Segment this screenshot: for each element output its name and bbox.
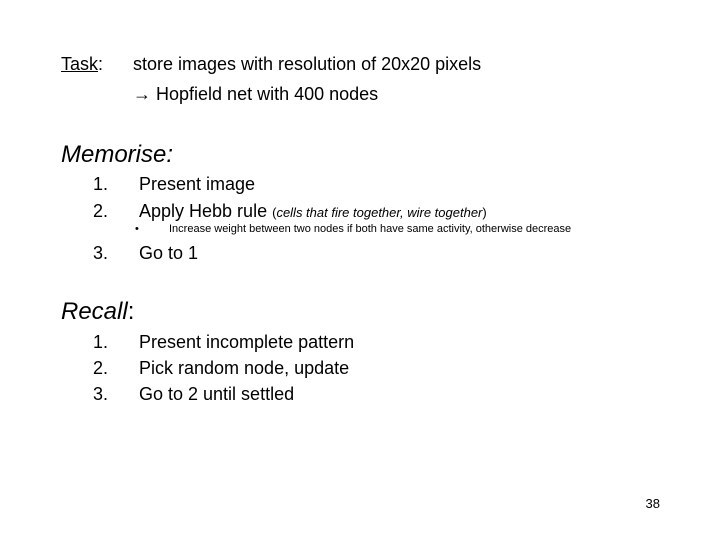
task-colon: : xyxy=(98,54,104,74)
memorise-subpoint: Increase weight between two nodes if both have same activity, otherwise decrease xyxy=(169,223,572,235)
memorise-item-2-note-wrap xyxy=(272,205,487,220)
memorise-item-2-line xyxy=(139,201,487,222)
recall-item-2-text: Pick random node, update xyxy=(139,358,350,378)
task-line-2-text: Hopfield net with 400 nodes xyxy=(156,84,379,104)
recall-heading-text: Recall xyxy=(61,298,128,325)
recall-item-2-num: 2. xyxy=(93,358,109,378)
memorise-item-2-num: 2. xyxy=(93,201,109,221)
task-label-line xyxy=(61,54,103,75)
recall-heading xyxy=(61,298,134,326)
recall-item-1-text: Present incomplete pattern xyxy=(139,332,355,352)
task-label: Task xyxy=(61,54,99,74)
memorise-item-3-num: 3. xyxy=(93,243,109,263)
memorise-item-1-num: 1. xyxy=(93,174,109,194)
memorise-item-3-text: Go to 1 xyxy=(139,243,199,263)
recall-item-3-num: 3. xyxy=(93,384,109,404)
recall-item-3-text: Go to 2 until settled xyxy=(139,384,295,404)
recall-item-1-num: 1. xyxy=(93,332,109,352)
memorise-item-1-text: Present image xyxy=(139,174,256,194)
recall-colon: : xyxy=(127,298,135,325)
task-line-1: store images with resolution of 20x20 pixels xyxy=(133,54,482,74)
memorise-item-2-note: cells that fire together, wire together xyxy=(276,205,483,220)
bullet-icon: • xyxy=(135,223,139,235)
task-line-2 xyxy=(133,84,378,105)
note-open-paren: ( xyxy=(272,205,277,220)
memorise-item-2-text: Apply Hebb rule xyxy=(139,201,268,221)
memorise-heading: Memorise: xyxy=(61,141,174,168)
arrow-right-icon: → xyxy=(133,84,151,104)
note-close-paren: ) xyxy=(482,205,487,220)
page-number: 38 xyxy=(645,496,660,511)
